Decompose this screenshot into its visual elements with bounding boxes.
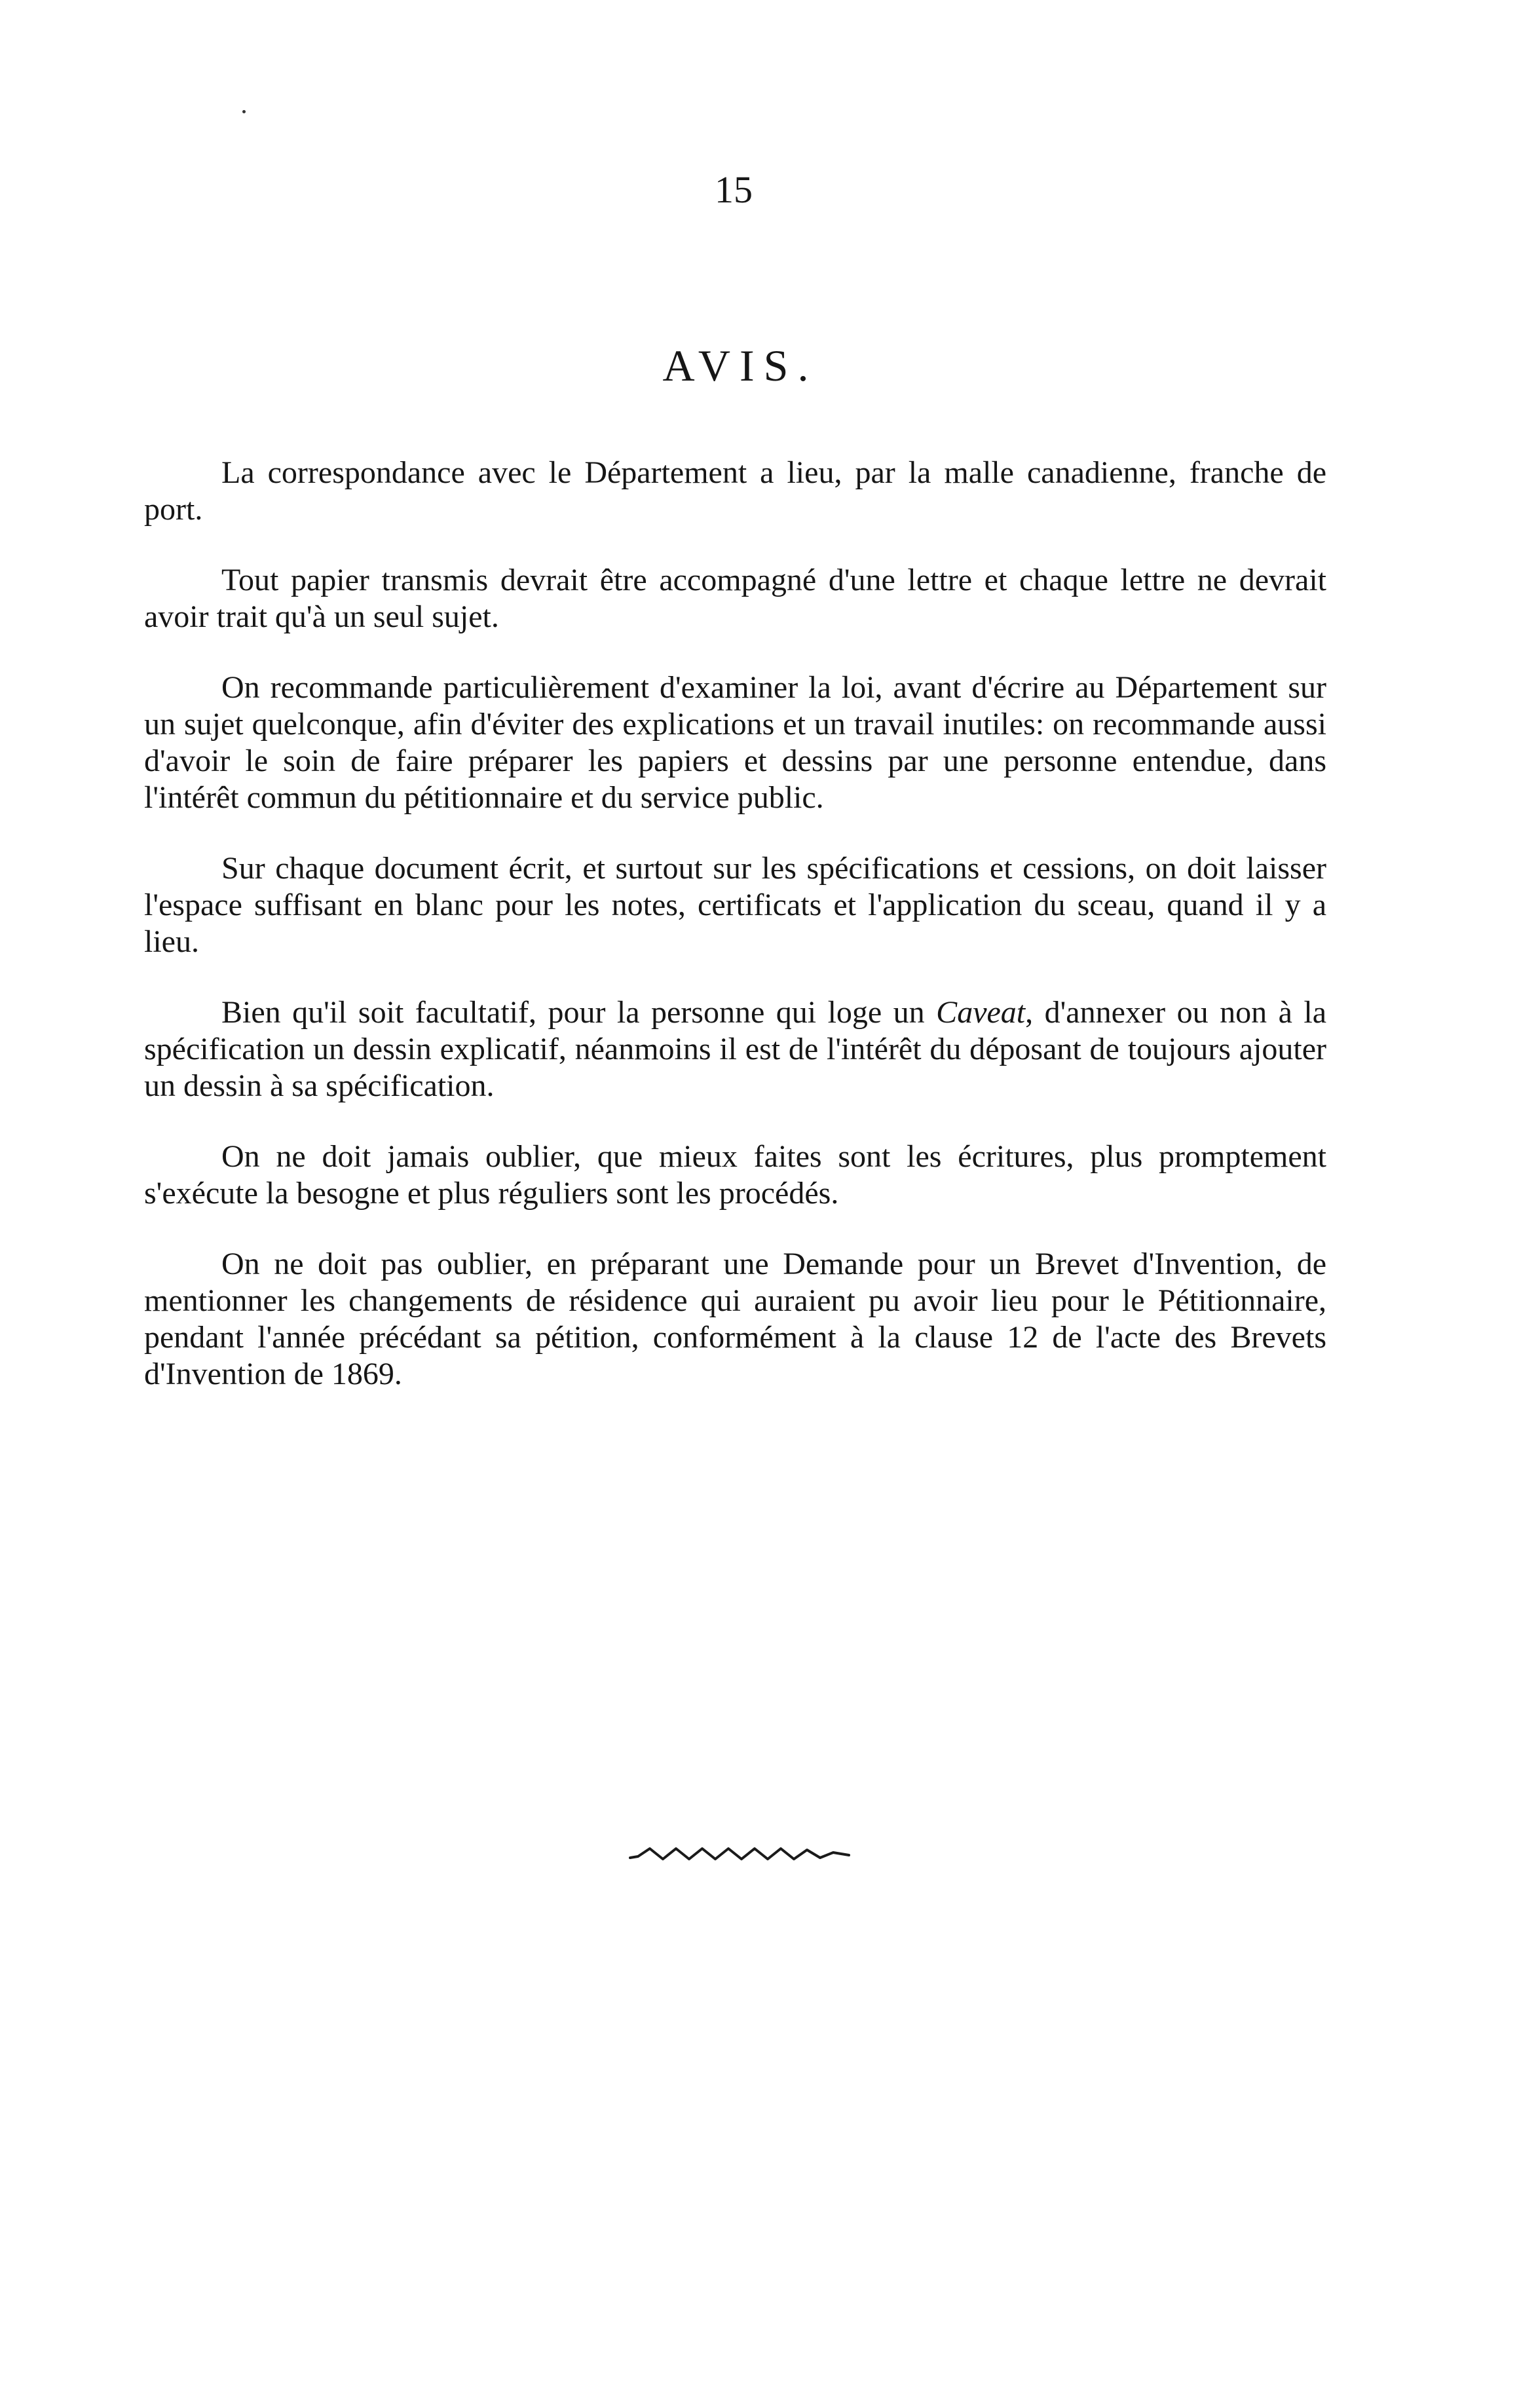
- paragraph-letters: Tout papier transmis devrait être accompagné d'une lettre et chaque lettre ne devrait avoir trait qu'à un seul sujet.: [144, 563, 1326, 634]
- page-title: AVIS.: [662, 341, 818, 390]
- paragraph-caveat: [144, 994, 1326, 1104]
- caveat-text-before: Bien qu'il soit facultatif, pour la personne qui loge un: [221, 995, 937, 1030]
- notice-body: [144, 455, 1326, 1427]
- paragraph-correspondence: La correspondance avec le Département a lieu, par la malle canadienne, franche de port.: [144, 455, 1326, 527]
- paragraph-blank-space: Sur chaque document écrit, et surtout sur les spécifications et cessions, on doit laisser l'espace suffisant en blanc pour les notes, certificats et l'application du sceau, quand il y a lieu.: [144, 851, 1326, 959]
- paragraph-writing-quality: On ne doit jamais oublier, que mieux faites sont les écritures, plus promptement s'exécute la besogne et plus réguliers sont les procédés.: [144, 1139, 1326, 1211]
- caveat-term: Caveat: [936, 995, 1026, 1030]
- paragraph-residence-changes: On ne doit pas oublier, en préparant une Demande pour un Brevet d'Invention, de mentionner les changements de résidence qui auraient pu avoir lieu pour le Pétitionnaire, pendant l'année précédant sa pétition, conformément à la clause 12 de l'acte des Brevets d'Invention de 1869.: [144, 1247, 1326, 1391]
- page-number: 15: [715, 168, 753, 211]
- paragraph-law-recommendation: On recommande particulièrement d'examiner la loi, avant d'écrire au Département sur un sujet quelconque, afin d'éviter des explications et un travail inutiles: on recommande aussi d'avoir le soin de faire préparer les papiers et dessins par une personne entendue, dans l'intérêt commun du pétitionnaire et du service public.: [144, 670, 1326, 815]
- stray-mark: [242, 110, 246, 113]
- wavy-line-ornament-icon: [629, 1842, 852, 1868]
- caveat-text-after: , d'annexer ou non à la spécification un dessin explicatif, néanmoins il est de l'intérêt du déposant de toujours ajouter un dessin à sa spécification.: [144, 995, 1326, 1103]
